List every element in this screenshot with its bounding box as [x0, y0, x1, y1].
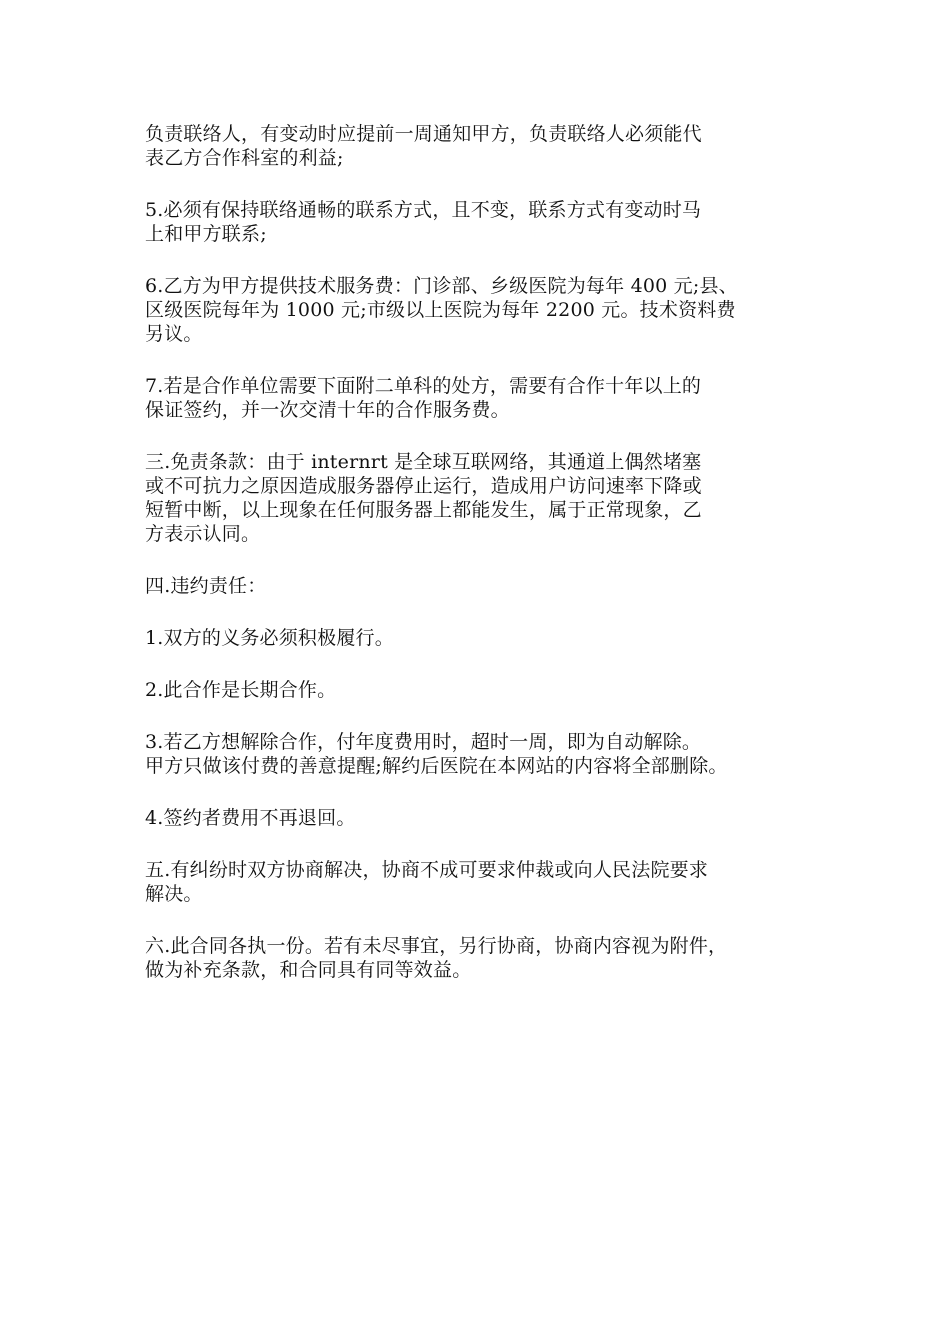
paragraph-breach-item-2: 2.此合作是长期合作。 — [145, 679, 337, 701]
paragraph-breach-item-4: 4.签约者费用不再退回。 — [145, 807, 356, 829]
paragraph-section-3-disclaimer: 三.免责条款：由于 internrt 是全球互联网络，其通道上偶然堵塞 或不可抗力之原因造成服务器停止运行，造成用户访问速率下降或 短暂中断，以上现象在任何服务器上都能发生，属于正常现象，乙 方表示认同。 — [145, 451, 702, 545]
paragraph-breach-item-1: 1.双方的义务必须积极履行。 — [145, 627, 394, 649]
document-body — [145, 122, 815, 1010]
paragraph-item-6: 6.乙方为甲方提供技术服务费：门诊部、乡级医院为每年 400 元;县、 区级医院每年为 1000 元;市级以上医院为每年 2200 元。技术资料费 另议。 — [145, 275, 738, 345]
paragraph-section-4-heading: 四.违约责任： — [145, 575, 267, 597]
paragraph-item-5: 5.必须有保持联络通畅的联系方式，且不变，联系方式有变动时马 上和甲方联系; — [145, 199, 702, 245]
paragraph-section-5-disputes: 五.有纠纷时双方协商解决，协商不成可要求仲裁或向人民法院要求 解决。 — [145, 859, 709, 905]
paragraph-breach-item-3: 3.若乙方想解除合作，付年度费用时，超时一周，即为自动解除。 甲方只做该付费的善意提醒;解约后医院在本网站的内容将全部删除。 — [145, 731, 728, 777]
paragraph-item-7: 7.若是合作单位需要下面附二单科的处方，需要有合作十年以上的 保证签约，并一次交清十年的合作服务费。 — [145, 375, 702, 421]
paragraph-contact-person: 负责联络人，有变动时应提前一周通知甲方，负责联络人必须能代 表乙方合作科室的利益; — [145, 123, 702, 169]
paragraph-section-6-copies: 六.此合同各执一份。若有未尽事宜，另行协商，协商内容视为附件， 做为补充条款，和合同具有同等效益。 — [145, 935, 728, 981]
